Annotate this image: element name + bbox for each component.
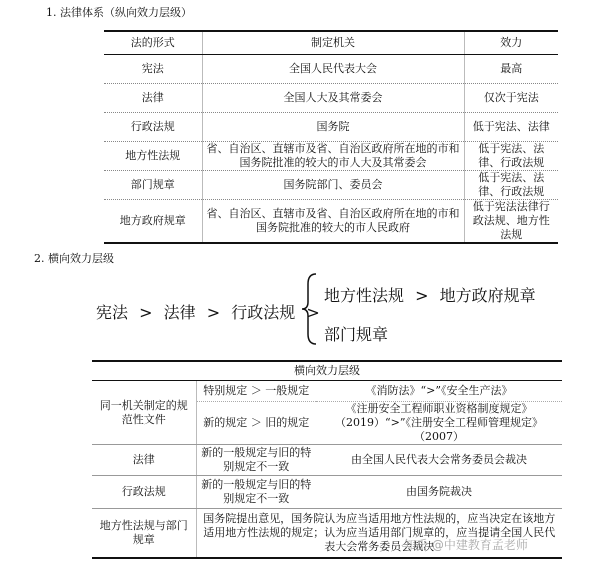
row-effect: 低于宪法、法律、行政法规 <box>464 171 558 200</box>
rule-text: 新的一般规定与旧的特别规定不一致 <box>196 445 316 476</box>
table2-header: 横向效力层级 <box>92 361 562 381</box>
row-effect: 低于宪法、法律 <box>464 113 558 142</box>
row-label: 行政法规 <box>92 476 196 509</box>
row-effect: 低于宪法、法律、行政法规 <box>464 142 558 171</box>
rule-text: 新的一般规定与旧的特别规定不一致 <box>196 476 316 509</box>
table-row <box>104 113 558 142</box>
header-effect: 效力 <box>464 31 558 55</box>
table-row <box>104 142 558 171</box>
example-engineer-rules: 《注册安全工程师职业资格制度规定》（2019）“>”《注册安全工程师管理规定》（2007） <box>316 402 562 445</box>
result-text: 由全国人民代表大会常务委员会裁决 <box>316 445 562 476</box>
row-effect: 最高 <box>464 55 558 84</box>
level-constitution: 宪法 <box>96 303 129 322</box>
level-local-regulation: 地方性法规 <box>324 286 405 305</box>
table-row <box>92 476 562 509</box>
row-organ: 全国人大及其常委会 <box>202 84 464 113</box>
row-form: 地方性法规 <box>104 142 202 171</box>
row-form: 宪法 <box>104 55 202 84</box>
section-2-title: 2. 横向效力层级 <box>34 252 114 265</box>
rule-special-over-general: 特别规定 ＞ 一般规定 <box>196 381 316 402</box>
table-row <box>104 200 558 244</box>
row-text: 国务院提出意见，国务院认为应当适用地方性法规的，应当决定在该地方适用地方性法规的规定；认为应当适用部门规章的，应当提请全国人民代表大会常务委员会裁决 <box>196 509 562 559</box>
row-organ: 国务院部门、委员会 <box>202 171 464 200</box>
table-row <box>92 445 562 476</box>
row-label: 法律 <box>92 445 196 476</box>
branch-top <box>324 283 536 306</box>
table-row <box>92 381 562 402</box>
row-effect: 低于宪法法律行政法规、地方性法规 <box>464 200 558 244</box>
example-fire-law: 《消防法》“>”《安全生产法》 <box>316 381 562 402</box>
row-form: 行政法规 <box>104 113 202 142</box>
greater-than-sep: > <box>139 303 153 322</box>
rule-new-over-old: 新的规定 ＞ 旧的规定 <box>196 402 316 445</box>
header-form: 法的形式 <box>104 31 202 55</box>
greater-than-sep: > <box>206 303 221 322</box>
level-admin-regulation: 行政法规 <box>231 303 296 322</box>
section-1-title: 1. 法律体系（纵向效力层级） <box>46 6 192 19</box>
row-label: 同一机关制定的规范性文件 <box>92 381 196 445</box>
row-label: 地方性法规与部门规章 <box>92 509 196 559</box>
table-row <box>104 55 558 84</box>
level-local-gov-rule: 地方政府规章 <box>439 286 536 305</box>
row-organ: 国务院 <box>202 113 464 142</box>
row-organ: 省、自治区、直辖市及省、自治区政府所在地的市和国务院批准的较大的市人大及其常委会 <box>202 142 464 171</box>
greater-than-sep: > <box>415 286 429 305</box>
level-law: 法律 <box>163 303 196 322</box>
table-header-row <box>104 31 558 55</box>
table-row <box>104 84 558 113</box>
row-form: 法律 <box>104 84 202 113</box>
legal-system-table <box>104 30 558 244</box>
header-organ: 制定机关 <box>202 31 464 55</box>
brace-icon <box>300 272 320 346</box>
row-form: 部门规章 <box>104 171 202 200</box>
level-department-rule: 部门规章 <box>324 325 389 344</box>
hierarchy-chain <box>96 300 324 323</box>
row-organ: 省、自治区、直辖市及省、自治区政府所在地的市和国务院批准的较大的市人民政府 <box>202 200 464 244</box>
table-row <box>104 171 558 200</box>
row-effect: 仅次于宪法 <box>464 84 558 113</box>
result-text: 由国务院裁决 <box>316 476 562 509</box>
row-organ: 全国人民代表大会 <box>202 55 464 84</box>
watermark: 知乎 @中建教育孟老师 <box>404 538 528 552</box>
row-form: 地方政府规章 <box>104 200 202 244</box>
greater-than-sep: > <box>306 303 320 322</box>
table-header-row <box>92 361 562 381</box>
horizontal-effect-table <box>92 360 562 559</box>
